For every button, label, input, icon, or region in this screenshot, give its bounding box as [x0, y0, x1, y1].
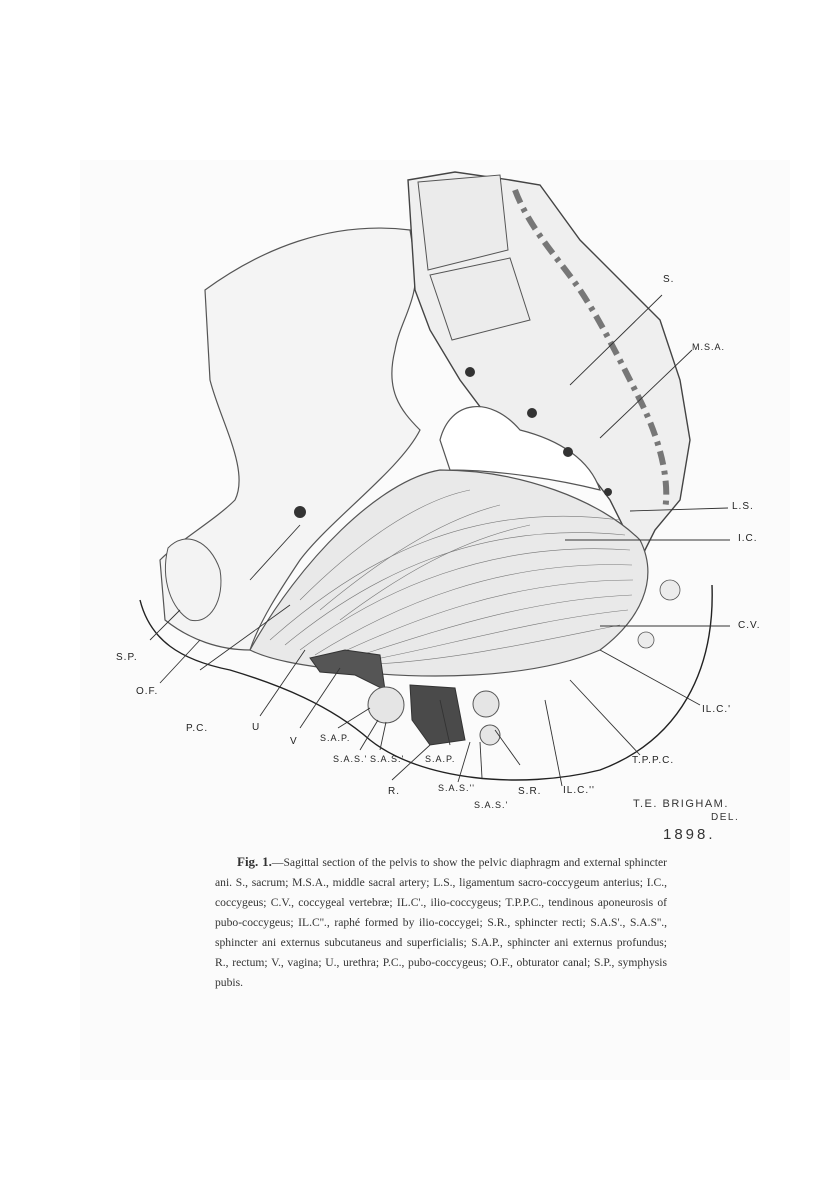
label-vagina: V	[290, 736, 298, 747]
rectum-section	[410, 685, 465, 745]
label-sphincter-ani-subcutaneus-2: S.A.S.'	[370, 754, 405, 764]
label-sphincter-ani-subcutaneus-3: S.A.S.'	[333, 754, 368, 764]
sphincter-ring	[480, 725, 500, 745]
foramen-dot	[465, 367, 475, 377]
label-obturator-canal: O.F.	[136, 686, 159, 697]
artist-del: DEL.	[711, 812, 740, 823]
label-middle-sacral-artery: M.S.A.	[692, 342, 726, 352]
figure-number: Fig. 1.	[237, 854, 272, 869]
vagina-section	[310, 650, 385, 690]
label-sacrum: S.	[663, 274, 675, 285]
artist-signature: T.E. BRIGHAM.	[633, 798, 729, 810]
figure-caption	[215, 852, 667, 993]
label-pubo-coccygeus: P.C.	[186, 723, 209, 734]
label-urethra: U	[252, 722, 261, 733]
label-coccygeus: I.C.	[738, 533, 758, 544]
label-sphincter-recti: S.R.	[518, 786, 542, 797]
foramen-dot	[604, 488, 612, 496]
label-tendinous-aponeurosis: T.P.P.C.	[632, 755, 675, 766]
coccygeal-vertebra	[660, 580, 680, 600]
label-sphincter-ani-profundus-left: S.A.P.	[320, 733, 351, 743]
label-symphysis-pubis: S.P.	[116, 652, 138, 663]
label-sphincter-ani-profundus-right: S.A.P.	[425, 754, 456, 764]
label-coccygeal-vertebrae: C.V.	[738, 620, 761, 631]
foramen-dot	[294, 506, 306, 518]
label-rectum: R.	[388, 786, 400, 797]
caption-text: —Sagittal section of the pelvis to show the pelvic diaphragm and external sphincter ani. S., sacrum; M.S.A., middle sacral artery; L.S., ligamentum sacro-coccygeum anterius; I.C., coccygeus; C.V., coccygeal vertebræ; IL.C'., ilio-coccygeus; T.P.P.C., tendinous aponeurosis of pubo-coccygeus; IL.C''., raphé formed by ilio-coccygei; S.R., sphincter recti; S.A.S'., S.A.S''., sphincter ani externus subcutaneus and superficialis; S.A.P., sphincter ani externus profundus; R., rectum; V., vagina; U., urethra; P.C., pubo-coccygeus; O.F., obturator canal; S.P., symphysis pubis.	[215, 856, 667, 989]
coccygeal-vertebra	[638, 632, 654, 648]
label-sphincter-ani-superficialis: S.A.S.''	[438, 783, 475, 793]
label-ligamentum-sacro-coccygeum: L.S.	[732, 501, 754, 512]
sphincter-ring	[368, 687, 404, 723]
foramen-dot	[563, 447, 573, 457]
foramen-dot	[527, 408, 537, 418]
artist-year: 1898.	[663, 826, 716, 843]
label-raphe: IL.C.''	[563, 785, 595, 796]
label-ilio-coccygeus: IL.C.'	[702, 704, 732, 715]
label-sphincter-ani-subcutaneus: S.A.S.'	[474, 800, 509, 810]
sphincter-ring	[473, 691, 499, 717]
